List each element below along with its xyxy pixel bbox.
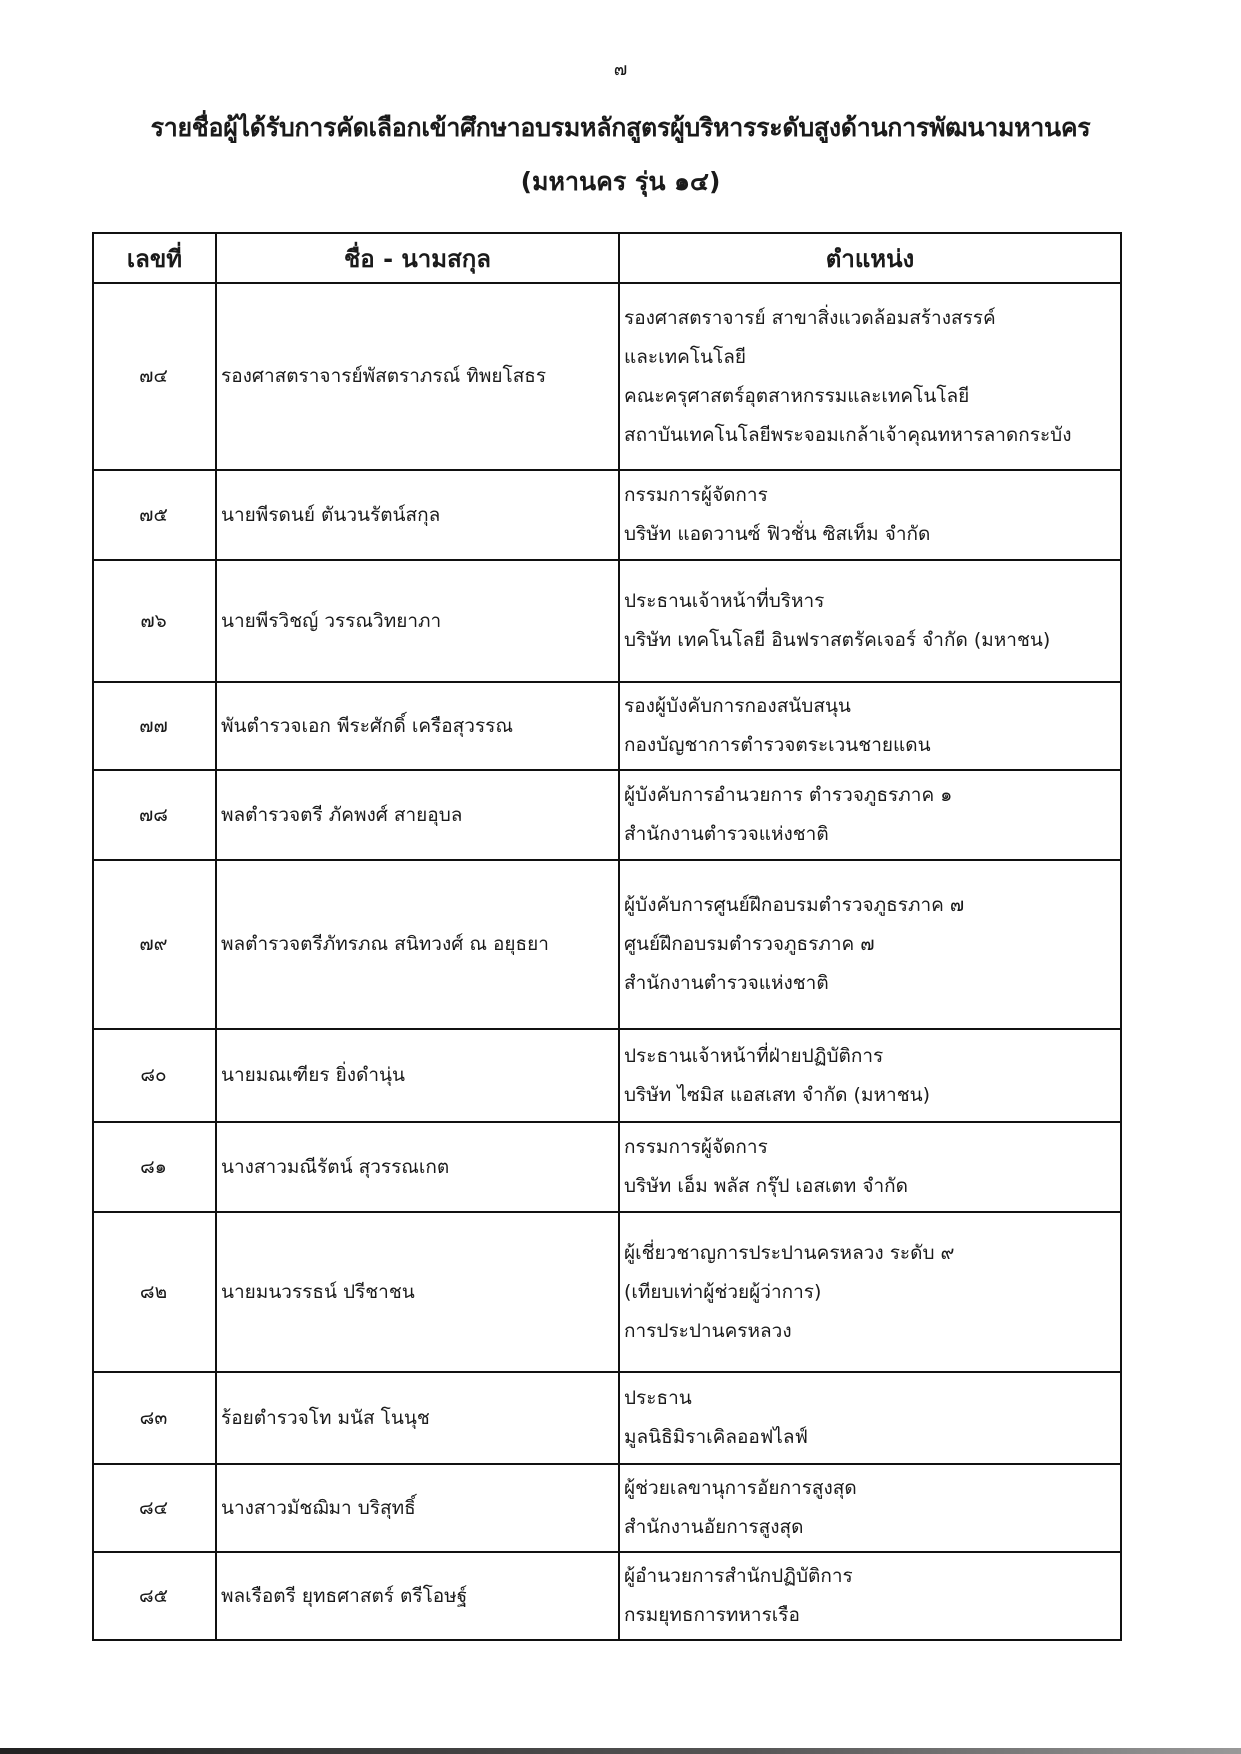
row-position <box>619 470 1121 560</box>
position-line: กรรมการผู้จัดการ <box>624 1136 768 1158</box>
table-body <box>93 283 1121 1640</box>
row-position <box>619 1552 1121 1640</box>
position-line: ผู้บังคับการศูนย์ฝึกอบรมตำรวจภูธรภาค ๗ <box>624 894 965 916</box>
position-line: สถาบันเทคโนโลยีพระจอมเกล้าเจ้าคุณทหารลาดกระบัง <box>624 423 1072 446</box>
table-row <box>93 1029 1121 1122</box>
row-name: นายมนวรรธน์ ปรีชาชน <box>216 1212 619 1372</box>
row-number: ๗๘ <box>93 770 216 860</box>
page-number: ๗ <box>613 59 628 80</box>
position-line: (เทียบเท่าผู้ช่วยผู้ว่าการ) <box>624 1280 822 1303</box>
table-row <box>93 470 1121 560</box>
row-name: รองศาสตราจารย์พัสตราภรณ์ ทิพยโสธร <box>216 283 619 470</box>
row-name: พลตำรวจตรี ภัคพงศ์ สายอุบล <box>216 770 619 860</box>
position-line: และเทคโนโลยี <box>624 345 746 368</box>
document-title: รายชื่อผู้ได้รับการคัดเลือกเข้าศึกษาอบรมหลักสูตรผู้บริหารระดับสูงด้านการพัฒนามหานคร <box>150 113 1091 142</box>
header-number: เลขที่ <box>93 233 216 283</box>
table-header-row <box>93 233 1121 283</box>
position-line: สำนักงานอัยการสูงสุด <box>624 1516 804 1538</box>
position-line: บริษัท ไซมิส แอสเสท จำกัด (มหาชน) <box>624 1083 930 1106</box>
row-number: ๗๕ <box>93 470 216 560</box>
row-number: ๘๐ <box>93 1029 216 1122</box>
position-line: มูลนิธิมิราเคิลออฟไลฟ์ <box>624 1426 808 1448</box>
row-position <box>619 1212 1121 1372</box>
position-line: ผู้เชี่ยวชาญการประปานครหลวง ระดับ ๙ <box>624 1241 955 1264</box>
row-position <box>619 860 1121 1029</box>
row-number: ๗๗ <box>93 682 216 770</box>
row-number: ๗๙ <box>93 860 216 1029</box>
position-line: รองผู้บังคับการกองสนับสนุน <box>624 695 851 717</box>
table-row <box>93 283 1121 470</box>
position-line: ผู้บังคับการอำนวยการ ตำรวจภูธรภาค ๑ <box>624 784 953 806</box>
table-row <box>93 1212 1121 1372</box>
position-line: ประธานเจ้าหน้าที่ฝ่ายปฏิบัติการ <box>624 1044 884 1067</box>
position-line: ผู้ช่วยเลขานุการอัยการสูงสุด <box>624 1477 857 1499</box>
table-row <box>93 1552 1121 1640</box>
table-row <box>93 1122 1121 1212</box>
position-line: ศูนย์ฝึกอบรมตำรวจภูธรภาค ๗ <box>624 933 875 955</box>
row-number: ๘๕ <box>93 1552 216 1640</box>
header-position: ตำแหน่ง <box>619 233 1121 283</box>
document-subtitle: (มหานคร รุ่น ๑๔) <box>520 167 721 196</box>
position-line: ประธาน <box>624 1387 692 1409</box>
row-number: ๗๖ <box>93 560 216 682</box>
row-name: นางสาวมณีรัตน์ สุวรรณเกต <box>216 1122 619 1212</box>
row-position <box>619 770 1121 860</box>
row-name: พลเรือตรี ยุทธศาสตร์ ตรีโอษฐ์ <box>216 1552 619 1640</box>
table-row <box>93 860 1121 1029</box>
row-position <box>619 560 1121 682</box>
position-line: บริษัท เทคโนโลยี อินฟราสตรัคเจอร์ จำกัด (มหาชน) <box>624 629 1051 651</box>
table-row <box>93 560 1121 682</box>
row-position <box>619 283 1121 470</box>
row-name: นายมณเฑียร ยิ่งดำนุ่น <box>216 1029 619 1122</box>
position-line: รองศาสตราจารย์ สาขาสิ่งแวดล้อมสร้างสรรค์ <box>624 306 996 329</box>
scan-edge-shadow <box>0 1748 1241 1754</box>
position-line: สำนักงานตำรวจแห่งชาติ <box>624 972 829 994</box>
row-position <box>619 1122 1121 1212</box>
row-number: ๘๒ <box>93 1212 216 1372</box>
row-position <box>619 1029 1121 1122</box>
position-line: กรรมการผู้จัดการ <box>624 484 768 506</box>
row-name: นางสาวมัชฌิมา บริสุทธิ์ <box>216 1464 619 1552</box>
table-row <box>93 682 1121 770</box>
position-line: ประธานเจ้าหน้าที่บริหาร <box>624 590 825 612</box>
row-name: พันตำรวจเอก พีระศักดิ์ เครือสุวรรณ <box>216 682 619 770</box>
position-line: กองบัญชาการตำรวจตระเวนชายแดน <box>624 734 931 756</box>
table-row <box>93 770 1121 860</box>
position-line: บริษัท แอดวานซ์ ฟิวชั่น ซิสเท็ม จำกัด <box>624 523 931 545</box>
row-name: พลตำรวจตรีภัทรภณ สนิทวงศ์ ณ อยุธยา <box>216 860 619 1029</box>
position-line: สำนักงานตำรวจแห่งชาติ <box>624 823 829 845</box>
candidate-table <box>92 232 1122 1641</box>
header-name: ชื่อ - นามสกุล <box>216 233 619 283</box>
row-position <box>619 1464 1121 1552</box>
row-position <box>619 682 1121 770</box>
position-line: การประปานครหลวง <box>624 1319 792 1342</box>
position-line: ผู้อำนวยการสำนักปฏิบัติการ <box>624 1565 853 1587</box>
row-number: ๘๔ <box>93 1464 216 1552</box>
row-name: นายพีรดนย์ ตันวนรัตน์สกุล <box>216 470 619 560</box>
table-row <box>93 1372 1121 1464</box>
row-position <box>619 1372 1121 1464</box>
row-number: ๘๑ <box>93 1122 216 1212</box>
row-number: ๗๔ <box>93 283 216 470</box>
row-name: นายพีรวิชญ์ วรรณวิทยาภา <box>216 560 619 682</box>
position-line: กรมยุทธการทหารเรือ <box>624 1604 800 1626</box>
row-name: ร้อยตำรวจโท มนัส โนนุช <box>216 1372 619 1464</box>
position-line: บริษัท เอ็ม พลัส กรุ๊ป เอสเตท จำกัด <box>624 1175 908 1197</box>
row-number: ๘๓ <box>93 1372 216 1464</box>
position-line: คณะครุศาสตร์อุตสาหกรรมและเทคโนโลยี <box>624 384 970 407</box>
table-row <box>93 1464 1121 1552</box>
